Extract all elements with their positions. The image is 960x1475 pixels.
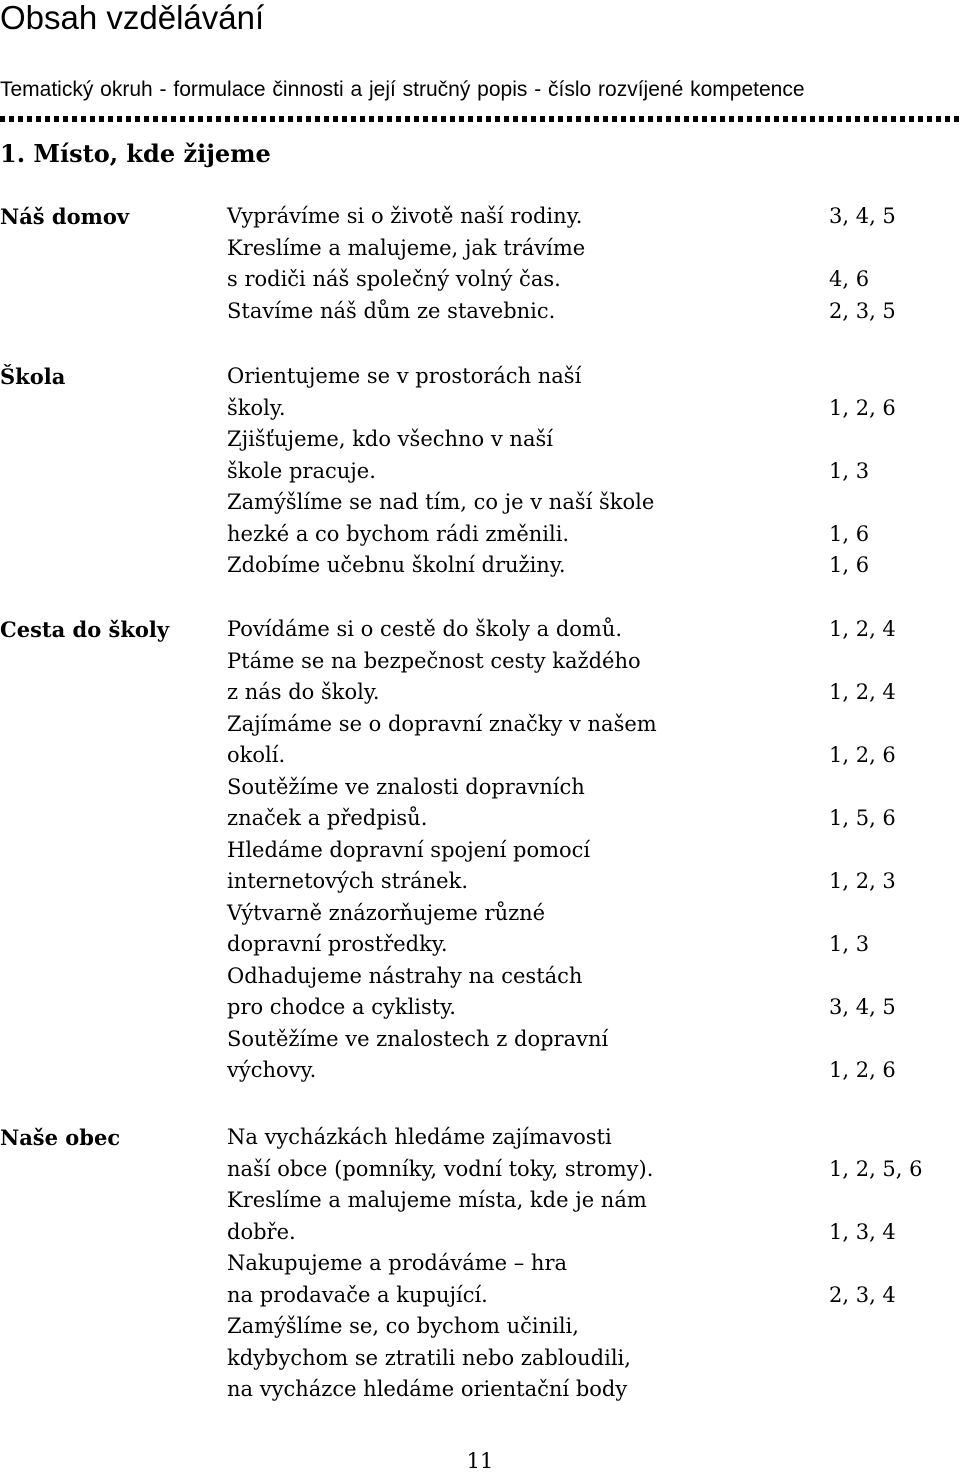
activity-text: hezké a co bychom rádi změnili. — [227, 521, 570, 546]
page-number: 11 — [466, 1449, 494, 1473]
topic-name: Náš domov — [0, 204, 130, 229]
activity-text: Soutěžíme ve znalosti dopravních — [227, 774, 585, 799]
competence-number: 1, 2, 4 — [829, 680, 896, 704]
topic-name: Naše obec — [0, 1125, 121, 1150]
activity-text: kdybychom se ztratili nebo zabloudili, — [227, 1345, 631, 1370]
activity-text: Na vycházkách hledáme zajímavosti — [227, 1125, 612, 1149]
activity-text: Zamýšlíme se, co bychom učinili, — [227, 1314, 579, 1338]
activity-text: naší obce (pomníky, vodní toky, stromy). — [227, 1156, 654, 1181]
topic-name: Škola — [0, 364, 66, 389]
activity-text: Stavíme náš dům ze stavebnic. — [227, 298, 556, 323]
topic-name: Cesta do školy — [0, 617, 170, 642]
competence-number: 1, 2, 6 — [829, 743, 896, 767]
activity-text: Soutěžíme ve znalostech z dopravní — [227, 1026, 609, 1051]
competence-number: 1, 2, 6 — [829, 395, 896, 420]
activity-text: Kreslíme a malujeme, jak trávíme — [227, 235, 586, 260]
activity-text: Ptáme se na bezpečnost cesty každého — [227, 648, 641, 673]
activity-text: Povídáme si o cestě do školy a domů. — [227, 617, 623, 641]
activity-text: Zajímáme se o dopravní značky v našem — [227, 711, 657, 736]
section-heading: 1. Místo, kde žijeme — [0, 139, 271, 168]
activity-text: s rodiči náš společný volný čas. — [227, 267, 561, 291]
activity-text: na vycházce hledáme orientační body — [227, 1377, 628, 1401]
activity-text: školy. — [227, 395, 286, 420]
activity-text: Hledáme dopravní spojení pomocí — [227, 837, 591, 862]
activity-text: Zjišťujeme, kdo všechno v naší — [227, 427, 553, 451]
dashed-separator — [0, 116, 960, 122]
column-header: Tematický okruh - formulace činnosti a její stručný popis - číslo rozvíjené kompetence — [0, 78, 805, 101]
activity-text: pro chodce a cyklisty. — [227, 995, 456, 1019]
competence-number: 2, 3, 4 — [829, 1282, 896, 1307]
competence-number: 1, 2, 3 — [829, 869, 896, 893]
activity-text: Kreslíme a malujeme místa, kde je nám — [227, 1188, 647, 1212]
activity-text: Nakupujeme a prodáváme – hra — [227, 1251, 568, 1275]
competence-number: 1, 2, 5, 6 — [829, 1156, 923, 1181]
competence-number: 1, 3, 4 — [829, 1219, 896, 1244]
competence-number: 1, 2, 6 — [829, 1058, 896, 1082]
activity-text: okolí. — [227, 743, 286, 767]
competence-number: 1, 5, 6 — [829, 806, 896, 830]
competence-number: 1, 6 — [829, 521, 870, 546]
activity-text: dopravní prostředky. — [227, 932, 448, 956]
activity-text: dobře. — [227, 1219, 296, 1244]
activity-text: internetových stránek. — [227, 869, 468, 893]
competence-number: 3, 4, 5 — [829, 204, 896, 228]
competence-number: 1, 2, 4 — [829, 617, 896, 641]
activity-text: Orientujeme se v prostorách naší — [227, 364, 582, 388]
competence-number: 1, 3 — [829, 932, 870, 956]
competence-number: 2, 3, 5 — [829, 298, 896, 323]
activity-text: z nás do školy. — [227, 680, 380, 704]
activity-text: Vyprávíme si o životě naší rodiny. — [227, 204, 583, 228]
activity-text: značek a předpisů. — [227, 806, 428, 830]
page-title: Obsah vzdělávání — [0, 0, 265, 36]
competence-number: 1, 3 — [829, 458, 870, 483]
activity-text: výchovy. — [227, 1058, 317, 1082]
activity-text: Odhadujeme nástrahy na cestách — [227, 963, 583, 988]
activity-text: na prodavače a kupující. — [227, 1282, 488, 1307]
activity-text: škole pracuje. — [227, 458, 376, 483]
activity-text: Výtvarně znázorňujeme různé — [227, 900, 546, 925]
activity-text: Zdobíme učebnu školní družiny. — [227, 553, 566, 577]
competence-number: 4, 6 — [829, 267, 870, 291]
activity-text: Zamýšlíme se nad tím, co je v naší škole — [227, 490, 655, 514]
competence-number: 1, 6 — [829, 553, 870, 577]
competence-number: 3, 4, 5 — [829, 995, 896, 1019]
